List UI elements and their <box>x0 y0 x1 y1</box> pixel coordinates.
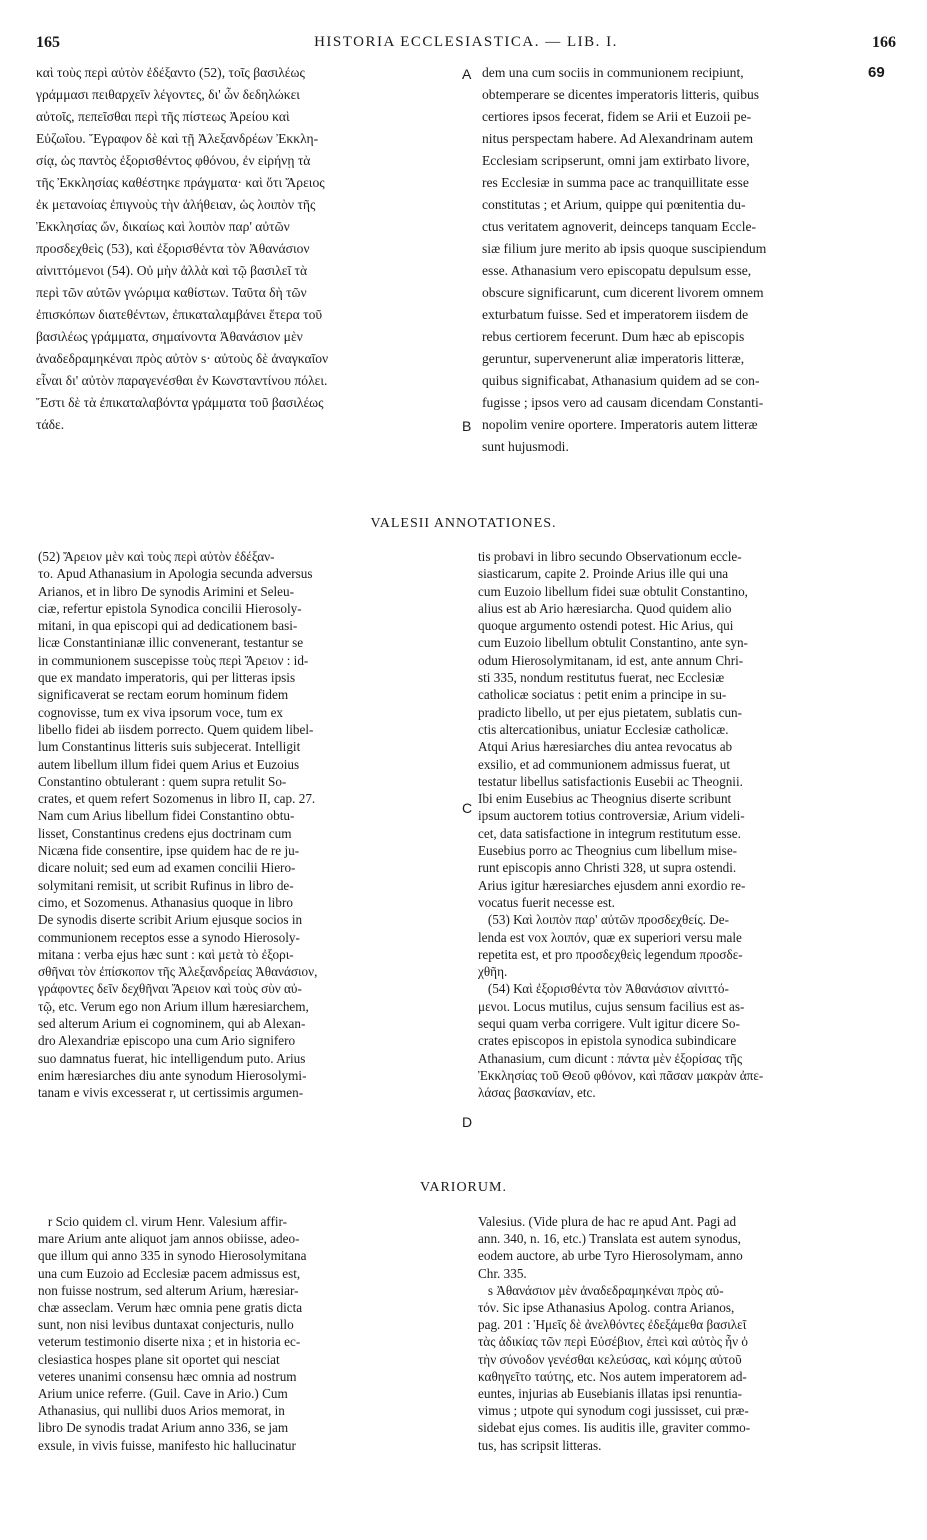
text-line: Nam cum Arius libellum fidei Constantino obtu- <box>38 808 295 824</box>
text-line: nopolim venire oportere. Imperatoris autem litteræ <box>482 417 758 432</box>
text-line: tis probavi in libro secundo Observationum eccle- <box>478 549 742 564</box>
text-line: ann. 340, n. 16, etc.) Translata est autem synodus, <box>478 1231 741 1247</box>
text-line: sunt, non nisi levibus duntaxat conjecturis, nullo <box>38 1317 294 1333</box>
text-line: αὐτοῖς, πεπεῖσθαι περὶ τῆς πίστεως Ἀρείου καὶ <box>36 109 290 124</box>
text-line: in communionem suscepisse τοὺς περὶ Ἄρειον : id- <box>38 652 309 668</box>
text-line: sequi quam verba corrigere. Vult igitur dicere So- <box>478 1016 740 1032</box>
text-line: pradicto libello, ut per ejus pietatem, sublatis cun- <box>478 704 743 720</box>
text-line: quoque argumento ostendi potest. Hic Arius, qui <box>478 618 734 634</box>
text-line: Arianos, et in libro De synodis Arimini et Seleu- <box>38 583 295 599</box>
text-line: crates episcopos in epistola synodica subindicare <box>478 1033 737 1049</box>
text-line: crates, et quem refert Sozomenus in libro II, cap. 27. <box>38 791 316 807</box>
text-line: rebus certiorem fecerunt. Dum hæc ab episcopis <box>482 329 745 344</box>
text-line: clesiastica hospes plane sit oportet qui nesciat <box>38 1351 280 1367</box>
text-line: licæ Constantinianæ illic convenerant, testantur se <box>38 635 304 651</box>
variorum-left-column <box>38 1213 306 1454</box>
text-line: τάδε. <box>36 417 65 432</box>
text-line: cognovisse, tum ex viva ipsorum voce, tum ex <box>38 704 284 720</box>
text-line: exturbatum fuisse. Sed et imperatorem iisdem de <box>482 307 749 322</box>
text-line: σθῆναι τὸν ἐπίσκοπον τῆς Ἀλεξανδρείας Ἀθανάσιον, <box>38 964 318 980</box>
text-line: pag. 201 : Ἡμεῖς δὲ ἀνελθόντες ἐδεξάμεθα βασιλεῖ <box>478 1317 747 1333</box>
text-line: Athanasium, cum dicunt : πάντα μὲν ἐξορίσας τῆς <box>478 1050 743 1066</box>
text-line: Atqui Arius hæresiarches diu antea revocatus ab <box>478 739 733 755</box>
text-line: τὴν σύνοδον γενέσθαι κελεύσας, καὶ κόμης αὐτοῦ <box>478 1351 742 1367</box>
text-line: τόν. Sic ipse Athanasius Apolog. contra Arianos, <box>478 1300 735 1316</box>
text-line: sidebat ejus comes. Iis auditis ille, graviter commo- <box>478 1420 751 1436</box>
valesii-left-column <box>38 548 317 1102</box>
text-line: communionem receptos esse a synodo Hierosoly- <box>38 929 300 945</box>
text-line: De synodis diserte scribit Arium ejusque socios in <box>38 912 303 928</box>
text-line: nitus perspectam habere. Ad Alexandrinam autem <box>482 131 754 146</box>
latin-text-column <box>482 62 766 458</box>
page-number-left: 165 <box>36 34 60 51</box>
text-line: autem libellum illum fidei quem Arius et Euzoius <box>38 756 300 772</box>
text-line: lisset, Constantinus credens ejus doctrinam cum <box>38 825 292 841</box>
text-line: sunt hujusmodi. <box>482 439 569 454</box>
text-line: Ἐκκλησίας τοῦ Θεοῦ φθόνον, καὶ πᾶσαν μακρὰν ἀπε- <box>478 1067 764 1083</box>
text-line: euntes, injurias ab Eusebianis illatas ipsi renuntia- <box>478 1386 743 1402</box>
text-line: mitana : verba ejus hæc sunt : καὶ μετὰ τὸ ἐξορι- <box>38 946 294 962</box>
text-line: lenda est vox λοιπόν, quæ ex superiori versu male <box>478 929 742 945</box>
text-line: καὶ τοὺς περὶ αὐτὸν ἐδέξαντο (52), τοῖς βασιλέως <box>36 65 305 80</box>
text-line: ctus veritatem agnoverit, deinceps tanquam Eccle- <box>482 219 757 234</box>
text-line: cum Euzoio libellum obtulit Constantino, ante syn- <box>478 635 748 651</box>
text-line: libello fidei ab iisdem porrecto. Quem quidem libel- <box>38 721 314 737</box>
margin-marker-d: D <box>462 1114 473 1130</box>
column-number: 69 <box>868 64 885 81</box>
text-line: χθῆη. <box>478 964 508 980</box>
text-line: catholicæ sociatus : petit enim a principe in su- <box>478 687 727 703</box>
margin-marker-b: B <box>462 418 472 434</box>
text-line: καθηγεῖτο ταύτης, etc. Nos autem imperatorem ad- <box>478 1368 747 1384</box>
margin-marker-a: A <box>462 66 472 82</box>
text-line: sed alterum Arium ei cognominem, qui ab Alexan- <box>38 1016 306 1032</box>
text-line: fugisse ; ipsos vero ad causam dicendam Constanti- <box>482 395 764 410</box>
valesii-right-column <box>478 548 763 1102</box>
text-line: una cum Euzoio ad Ecclesiæ pacem admissus est, <box>38 1265 301 1281</box>
text-line: cet, data satisfactione in integrum restitutum esse. <box>478 825 741 841</box>
text-line: ctis altercationibus, uniatur Ecclesiæ catholicæ. <box>478 721 729 737</box>
text-line: dicare noluit; sed eum ad examen concilii Hiero- <box>38 860 296 876</box>
text-line: siasticarum, capite 2. Proinde Arius ille qui una <box>478 566 729 582</box>
text-line: ἐπισκόπων διατεθέντων, ἐπικαταλαμβάνει ἕτερα τοῦ <box>36 307 323 322</box>
text-line: veterum testimonio diserte nixa ; et in historia ec- <box>38 1334 301 1350</box>
text-line: repetita est, et pro προσδεχθεὶς legendum προσδε- <box>478 946 743 962</box>
text-line: (54) Καὶ ἐξορισθέντα τὸν Ἀθανάσιον αἰνιττό- <box>478 981 729 997</box>
text-line: eodem auctore, ab urbe Tyro Hierosolymam, anno <box>478 1248 743 1264</box>
text-line: Ἐκκλησίας ὤν, δικαίως καὶ λοιπὸν παρ' αὐτῶν <box>36 219 290 234</box>
text-line: odum Hierosolymitanam, id est, ante annum Chri- <box>478 652 744 668</box>
text-line: lum Constantinus litteris suis subjecerat. Intelligit <box>38 739 301 755</box>
text-line: Chr. 335. <box>478 1265 527 1281</box>
text-line: r Scio quidem cl. virum Henr. Valesium affir- <box>38 1214 288 1229</box>
text-line: veteres unanimi consensu hæc omnia ad nostrum <box>38 1368 297 1384</box>
text-line: Εὐζωΐου. Ἔγραφον δὲ καὶ τῇ Ἀλεξανδρέων Ἐκκλη- <box>36 131 319 146</box>
text-line: αἰνιττόμενοι (54). Οὐ μὴν ἀλλὰ καὶ τῷ βασιλεῖ τὰ <box>36 263 308 278</box>
text-line: runt episcopis anno Christi 328, ut supra ostendi. <box>478 860 737 876</box>
variorum-heading: VARIORUM. <box>420 1180 507 1195</box>
text-line: βασιλέως γράμματα, σημαίνοντα Ἀθανάσιον μὲν <box>36 329 303 344</box>
text-line: certiores ipsos fecerat, fidem se Arii et Euzoii pe- <box>482 109 752 124</box>
text-line: mitani, in qua episcopi qui ad dedicationem basi- <box>38 618 298 634</box>
text-line: (53) Καὶ λοιπὸν παρ' αὐτῶν προσδεχθείς. De- <box>478 912 730 928</box>
valesii-heading: VALESII ANNOTATIONES. <box>370 516 557 531</box>
text-line: dro Alexandriæ episcopo una cum Ario signifero <box>38 1033 296 1049</box>
text-line: ipsum auctorem totius controversiæ, Arium videli- <box>478 808 745 824</box>
text-line: Arium unice referre. (Guil. Cave in Ario.) Cum <box>38 1386 288 1402</box>
text-line: sti 335, nondum restitutus fuerat, nec Ecclesiæ <box>478 670 725 686</box>
text-line: exsule, in vivis fuisse, manifesto hic hallucinatur <box>38 1437 296 1453</box>
text-line: siæ filium jure merito ab ipsis quoque suscipiendum <box>482 241 767 256</box>
text-line: ciæ, refertur epistola Synodica concilii Hierosoly- <box>38 600 302 616</box>
text-line: quibus significabat, Athanasium quidem ad se con- <box>482 373 760 388</box>
text-line: suo damnatus fuerat, hic intelligendum puto. Arius <box>38 1050 306 1066</box>
text-line: προσδεχθεὶς (53), καὶ ἐξορισθέντα τὸν Ἀθανάσιον <box>36 241 310 256</box>
text-line: dem una cum sociis in communionem recipiunt, <box>482 65 744 80</box>
text-line: cimo, et Sozomenus. Athanasius quoque in libro <box>38 894 293 910</box>
text-line: esse. Athanasium vero episcopatu depulsum esse, <box>482 263 752 278</box>
text-line: τῆς Ἐκκλησίας καθέστηκε πράγματα· καὶ ὅτι Ἄρειος <box>36 175 325 190</box>
running-title: HISTORIA ECCLESIASTICA. — LIB. I. <box>314 34 618 50</box>
text-line: Ecclesiam scripserunt, omni jam extirbato livore, <box>482 153 750 168</box>
text-line: (52) Ἄρειον μὲν καὶ τοὺς περὶ αὐτὸν ἐδέξαν- <box>38 549 275 564</box>
text-line: Arius igitur hæresiarches ejusdem anni exordio re- <box>478 877 746 893</box>
text-line: obscure significarunt, cum dicerent livorem omnem <box>482 285 764 300</box>
text-line: res Ecclesiæ in summa pace ac tranquillitate esse <box>482 175 749 190</box>
text-line: Athanasius, qui nullibi duos Arios memorat, in <box>38 1403 285 1419</box>
greek-text-column <box>36 62 328 436</box>
text-line: tus, has scripsit litteras. <box>478 1437 602 1453</box>
text-line: Eusebius porro ac Theognius cum libellum mise- <box>478 843 738 859</box>
text-line: geruntur, supervenerunt aliæ imperatoris litteræ, <box>482 351 745 366</box>
text-line: que ex mandato imperatoris, qui per litteras ipsis <box>38 670 296 686</box>
text-line: εἶναι δι' αὐτὸν παραγενέσθαι ἐν Κωνσταντίνου πόλει. <box>36 373 328 388</box>
text-line: το. Apud Athanasium in Apologia secunda adversus <box>38 566 313 582</box>
text-line: chæ asseclam. Verum hæc omnia pene gratis dicta <box>38 1300 303 1316</box>
text-line: Nicæna fide consentire, ipse quidem hac de re ju- <box>38 843 300 859</box>
text-line: s Ἀθανάσιον μὲν ἀναδεδραμηκέναι πρὸς αὐ- <box>478 1282 724 1298</box>
page-number-right: 166 <box>872 34 896 51</box>
text-line: testatur libellus satisfactionis Eusebii ac Theognii. <box>478 773 743 789</box>
text-line: τῷ, etc. Verum ego non Arium illum hæresiarchem, <box>38 998 309 1014</box>
text-line: ἐκ μετανοίας ἐπιγνοὺς τὴν ἀλήθειαν, ὡς λοιπὸν τῆς <box>36 197 316 212</box>
text-line: μενοι. Locus mutilus, cujus sensum facilius est as- <box>478 998 745 1014</box>
text-line: libro De synodis tradat Arium anno 336, se jam <box>38 1420 289 1436</box>
text-line: non fuisse nostrum, sed alterum Arium, hæresiar- <box>38 1282 299 1298</box>
text-line: que illum qui anno 335 in synodo Hierosolymitana <box>38 1248 307 1264</box>
text-line: solymitani remisit, ut scribit Rufinus in libro de- <box>38 877 294 893</box>
text-line: tanam e vivis excesserat r, ut certissimis argumen- <box>38 1085 304 1101</box>
text-line: constitutas ; et Arium, quippe qui pœnitentia du- <box>482 197 746 212</box>
text-line: exsilio, et ad communionem admissus fuerat, ut <box>478 756 730 772</box>
text-line: obtemperare se dicentes imperatoris litteris, quibus <box>482 87 760 102</box>
text-line: γράφοντες δεῖν δεχθῆναι Ἄρειον καὶ τοὺς σὺν αὐ- <box>38 981 302 997</box>
text-line: vocatus fuerit necesse est. <box>478 894 615 910</box>
text-line: enim hæresiarches diu ante synodum Hierosolymi- <box>38 1067 307 1083</box>
text-line: vimus ; utpote qui synodum cogi jussisset, cui præ- <box>478 1403 749 1419</box>
text-line: Constantino obtulerant : quem supra retulit So- <box>38 773 287 789</box>
text-line: περὶ τῶν αὐτῶν γνώριμα καθίστων. Ταῦτα δὴ τῶν <box>36 285 307 300</box>
variorum-right-column <box>478 1213 750 1454</box>
margin-marker-c: C <box>462 800 473 816</box>
text-line: γράμμασι πειθαρχεῖν λέγοντες, δι' ὧν δεδηλώκει <box>36 87 300 102</box>
text-line: ἀναδεδραμηκέναι πρὸς αὐτὸν s· αὐτοὺς δὲ ἀναγκαῖον <box>36 351 329 366</box>
text-line: cum Euzoio libellum fidei suæ obtulit Constantino, <box>478 583 748 599</box>
text-line: τὰς ἀδικίας τῶν περὶ Εὐσέβιον, ἐπεὶ καὶ αὐτὸς ἦν ὁ <box>478 1334 748 1350</box>
text-line: mare Arium ante aliquot jam annos obiisse, adeo- <box>38 1231 300 1247</box>
page-header <box>36 34 896 56</box>
text-line: alius est ab Ario hæresiarcha. Quod quidem alio <box>478 600 732 616</box>
text-line: Ἔστι δὲ τὰ ἐπικαταλαβόντα γράμματα τοῦ βασιλέως <box>36 395 324 410</box>
text-line: significaverat se rectam eorum hominum fidem <box>38 687 289 703</box>
text-line: λάσας βασκανίαν, etc. <box>478 1085 596 1101</box>
text-line: Ibi enim Eusebius ac Theognius diserte scribunt <box>478 791 732 807</box>
text-line: σίᾳ, ὡς παντὸς ἐξορισθέντος φθόνου, ἐν εἰρήνῃ τὰ <box>36 153 311 168</box>
text-line: Valesius. (Vide plura de hac re apud Ant. Pagi ad <box>478 1214 737 1229</box>
